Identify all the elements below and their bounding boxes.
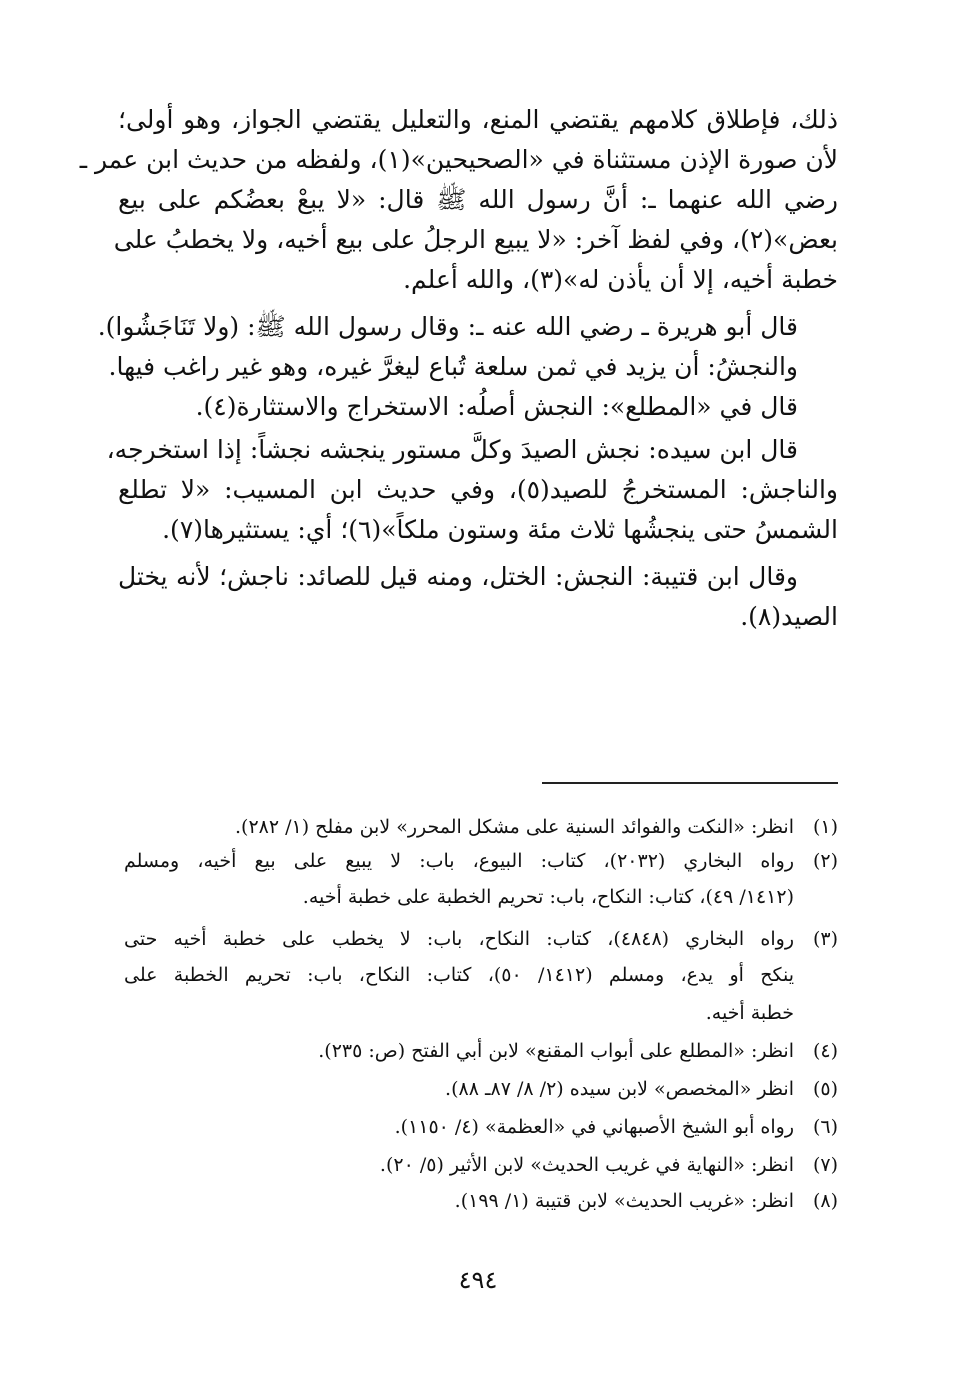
footnote-text: (١٤١٢/ ٤٩)، كتاب: النكاح، باب: تحريم الخطبة على خطبة أخيه. — [302, 886, 794, 908]
footnote-line — [118, 1112, 838, 1142]
footnote-text: انظر: «المطلع على أبواب المقنع» لابن أبي الفتح (ص: ٢٣٥). — [318, 1040, 794, 1062]
footnote-line — [118, 846, 838, 876]
text-line: والنجشُ: أن يزيد في ثمن سلعة تُباع ليغرَّ غيره، وهو غير راغب فيها. — [108, 352, 798, 381]
text-line: قال أبو هريرة ـ رضي الله عنه ـ: وقال رسول الله ﷺ: (ولا تَنَاجَشُوا). — [97, 312, 798, 341]
footnote-text: انظر: «النهاية في غريب الحديث» لابن الأثير (٥/ ٢٠). — [379, 1154, 794, 1176]
footnote-text: رواه البخاري (٤٨٤٨)، كتاب: النكاح، باب: لا يخطب على خطبة أخيه حتى — [124, 928, 794, 950]
text-line: لأن صورة الإذن مستثناة في «الصحيحين»(١)، ولفظه من حديث ابن عمر ـ — [79, 145, 838, 174]
text-line: الشمسُ حتى ينجشُها ثلاث مئة وستون ملكاً»(٦)؛ أي: يستثيرها(٧). — [162, 515, 838, 544]
text-line: والناجش: المستخرجُ للصيد(٥)، وفي حديث ابن المسيب: «لا تطلع — [118, 475, 838, 504]
text-line: قال في «المطلع»: النجش أصلُه: الاستخراج والاستثارة(٤). — [195, 392, 798, 421]
footnote-text: خطبة أخيه. — [705, 1002, 794, 1024]
footnote-line — [118, 998, 838, 1028]
footnote-text: رواه البخاري (٢٠٣٢)، كتاب: البيوع، باب: لا يبيع على بيع أخيه، ومسلم — [124, 850, 794, 872]
text-line: ذلك، فإطلاق كلامهم يقتضي المنع، والتعليل يقتضي الجواز، وهو أولى؛ — [118, 105, 838, 134]
footnote-text: انظر: «غريب الحديث» لابن قتيبة (١/ ١٩٩). — [454, 1190, 794, 1212]
footnote-number: (٧) — [812, 1154, 838, 1176]
footnote-number: (٤) — [812, 1040, 838, 1062]
footnote-separator — [542, 782, 838, 784]
footnote-line — [118, 882, 838, 912]
footnote-number: (٨) — [812, 1190, 838, 1212]
footnote-line — [118, 924, 838, 954]
footnote-line — [118, 960, 838, 990]
footnote-text: انظر «المخصص» لابن سيده (٢/ ٨/ ٨٧ـ ٨٨). — [445, 1078, 794, 1100]
footnote-number: (٦) — [812, 1116, 838, 1138]
footnote-number: (١) — [812, 816, 838, 838]
footnote-line — [118, 1186, 838, 1216]
text-line: خطبة أخيه، إلا أن يأذن له»(٣)، والله أعلم. — [403, 265, 838, 294]
footnote-line — [118, 1074, 838, 1104]
footnote-line — [118, 812, 838, 842]
footnote-number: (٥) — [812, 1078, 838, 1100]
footnote-line — [118, 1150, 838, 1180]
footnote-line — [118, 1036, 838, 1066]
main-text — [79, 100, 838, 760]
page-number: ٤٩٤ — [458, 1266, 498, 1294]
footnotes — [118, 812, 838, 1252]
footnote-number: (٣) — [812, 928, 838, 950]
footnote-text: ينكح أو يدع، ومسلم (١٤١٢/ ٥٠)، كتاب: النكاح، باب: تحريم الخطبة على — [124, 964, 794, 986]
footnote-text: انظر: «النكت والفوائد السنية على مشكل المحرر» لابن مفلح (١/ ٢٨٢). — [234, 816, 794, 838]
text-line: قال ابن سيده: نجش الصيدَ وكلَّ مستور ينجشه نجشاً: إذا استخرجه، — [106, 435, 798, 464]
text-line: وقال ابن قتيبة: النجش: الختل، ومنه قيل للصائد: ناجش؛ لأنه يختل — [118, 562, 798, 591]
footnote-text: رواه أبو الشيخ الأصبهاني في «العظمة» (٤/ ١١٥٠). — [394, 1116, 794, 1138]
text-line: بعض»(٢)، وفي لفظ آخر: «لا يبيع الرجلُ على بيع أخيه، ولا يخطبُ على — [113, 225, 838, 254]
text-line: الصيد(٨). — [740, 602, 838, 631]
text-line: رضي الله عنهما ـ: أنَّ رسول الله ﷺ قال: «لا يبعْ بعضُكم على بيع — [118, 185, 838, 214]
footnote-number: (٢) — [812, 850, 838, 872]
